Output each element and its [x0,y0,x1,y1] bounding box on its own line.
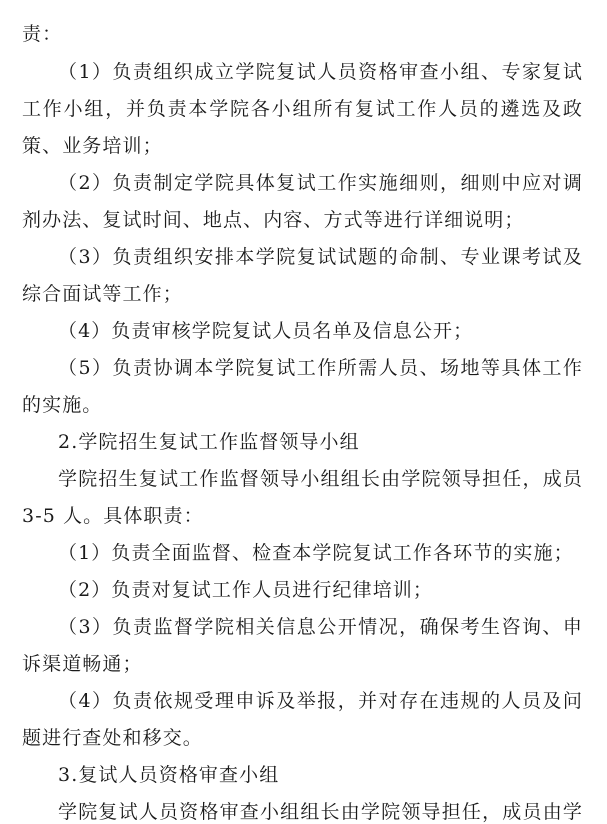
text-line: （4）负责审核学院复试人员名单及信息公开； [58,320,474,342]
text-line: 学院复试人员资格审查小组组长由学院领导担任，成员由学 [58,801,583,823]
text-line: 剂办法、复试时间、地点、内容、方式等进行详细说明； [22,209,525,231]
text-line: （1）负责组织成立学院复试人员资格审查小组、专家复试 [58,61,583,83]
section-heading: 3.复试人员资格审查小组 [58,764,280,786]
text-line: （3）负责监督学院相关信息公开情况，确保考生咨询、申 [58,616,583,638]
text-line: （5）负责协调本学院复试工作所需人员、场地等具体工作 [58,357,583,379]
text-line: 学院招生复试工作监督领导小组组长由学院领导担任，成员 [58,468,583,490]
text-line: 3-5 人。具体职责： [22,505,204,527]
text-line: 综合面试等工作； [22,283,183,305]
text-line: 的实施。 [22,394,103,416]
text-line: （1）负责全面监督、检查本学院复试工作各环节的实施； [58,542,574,564]
text-line: （3）负责组织安排本学院复试试题的命制、专业课考试及 [58,246,583,268]
text-line: （2）负责对复试工作人员进行纪律培训； [58,579,433,601]
text-line: （4）负责依规受理申诉及举报，并对存在违规的人员及问 [58,690,583,712]
text-line: 工作小组，并负责本学院各小组所有复试工作人员的遴选及政 [22,98,583,120]
text-line: 责： [22,23,63,45]
section-heading: 2.学院招生复试工作监督领导小组 [58,431,360,453]
text-line: （2）负责制定学院具体复试工作实施细则，细则中应对调 [58,172,583,194]
text-line: 策、业务培训； [22,135,163,157]
text-line: 题进行查处和移交。 [22,727,203,749]
text-line: 诉渠道畅通； [22,653,143,675]
